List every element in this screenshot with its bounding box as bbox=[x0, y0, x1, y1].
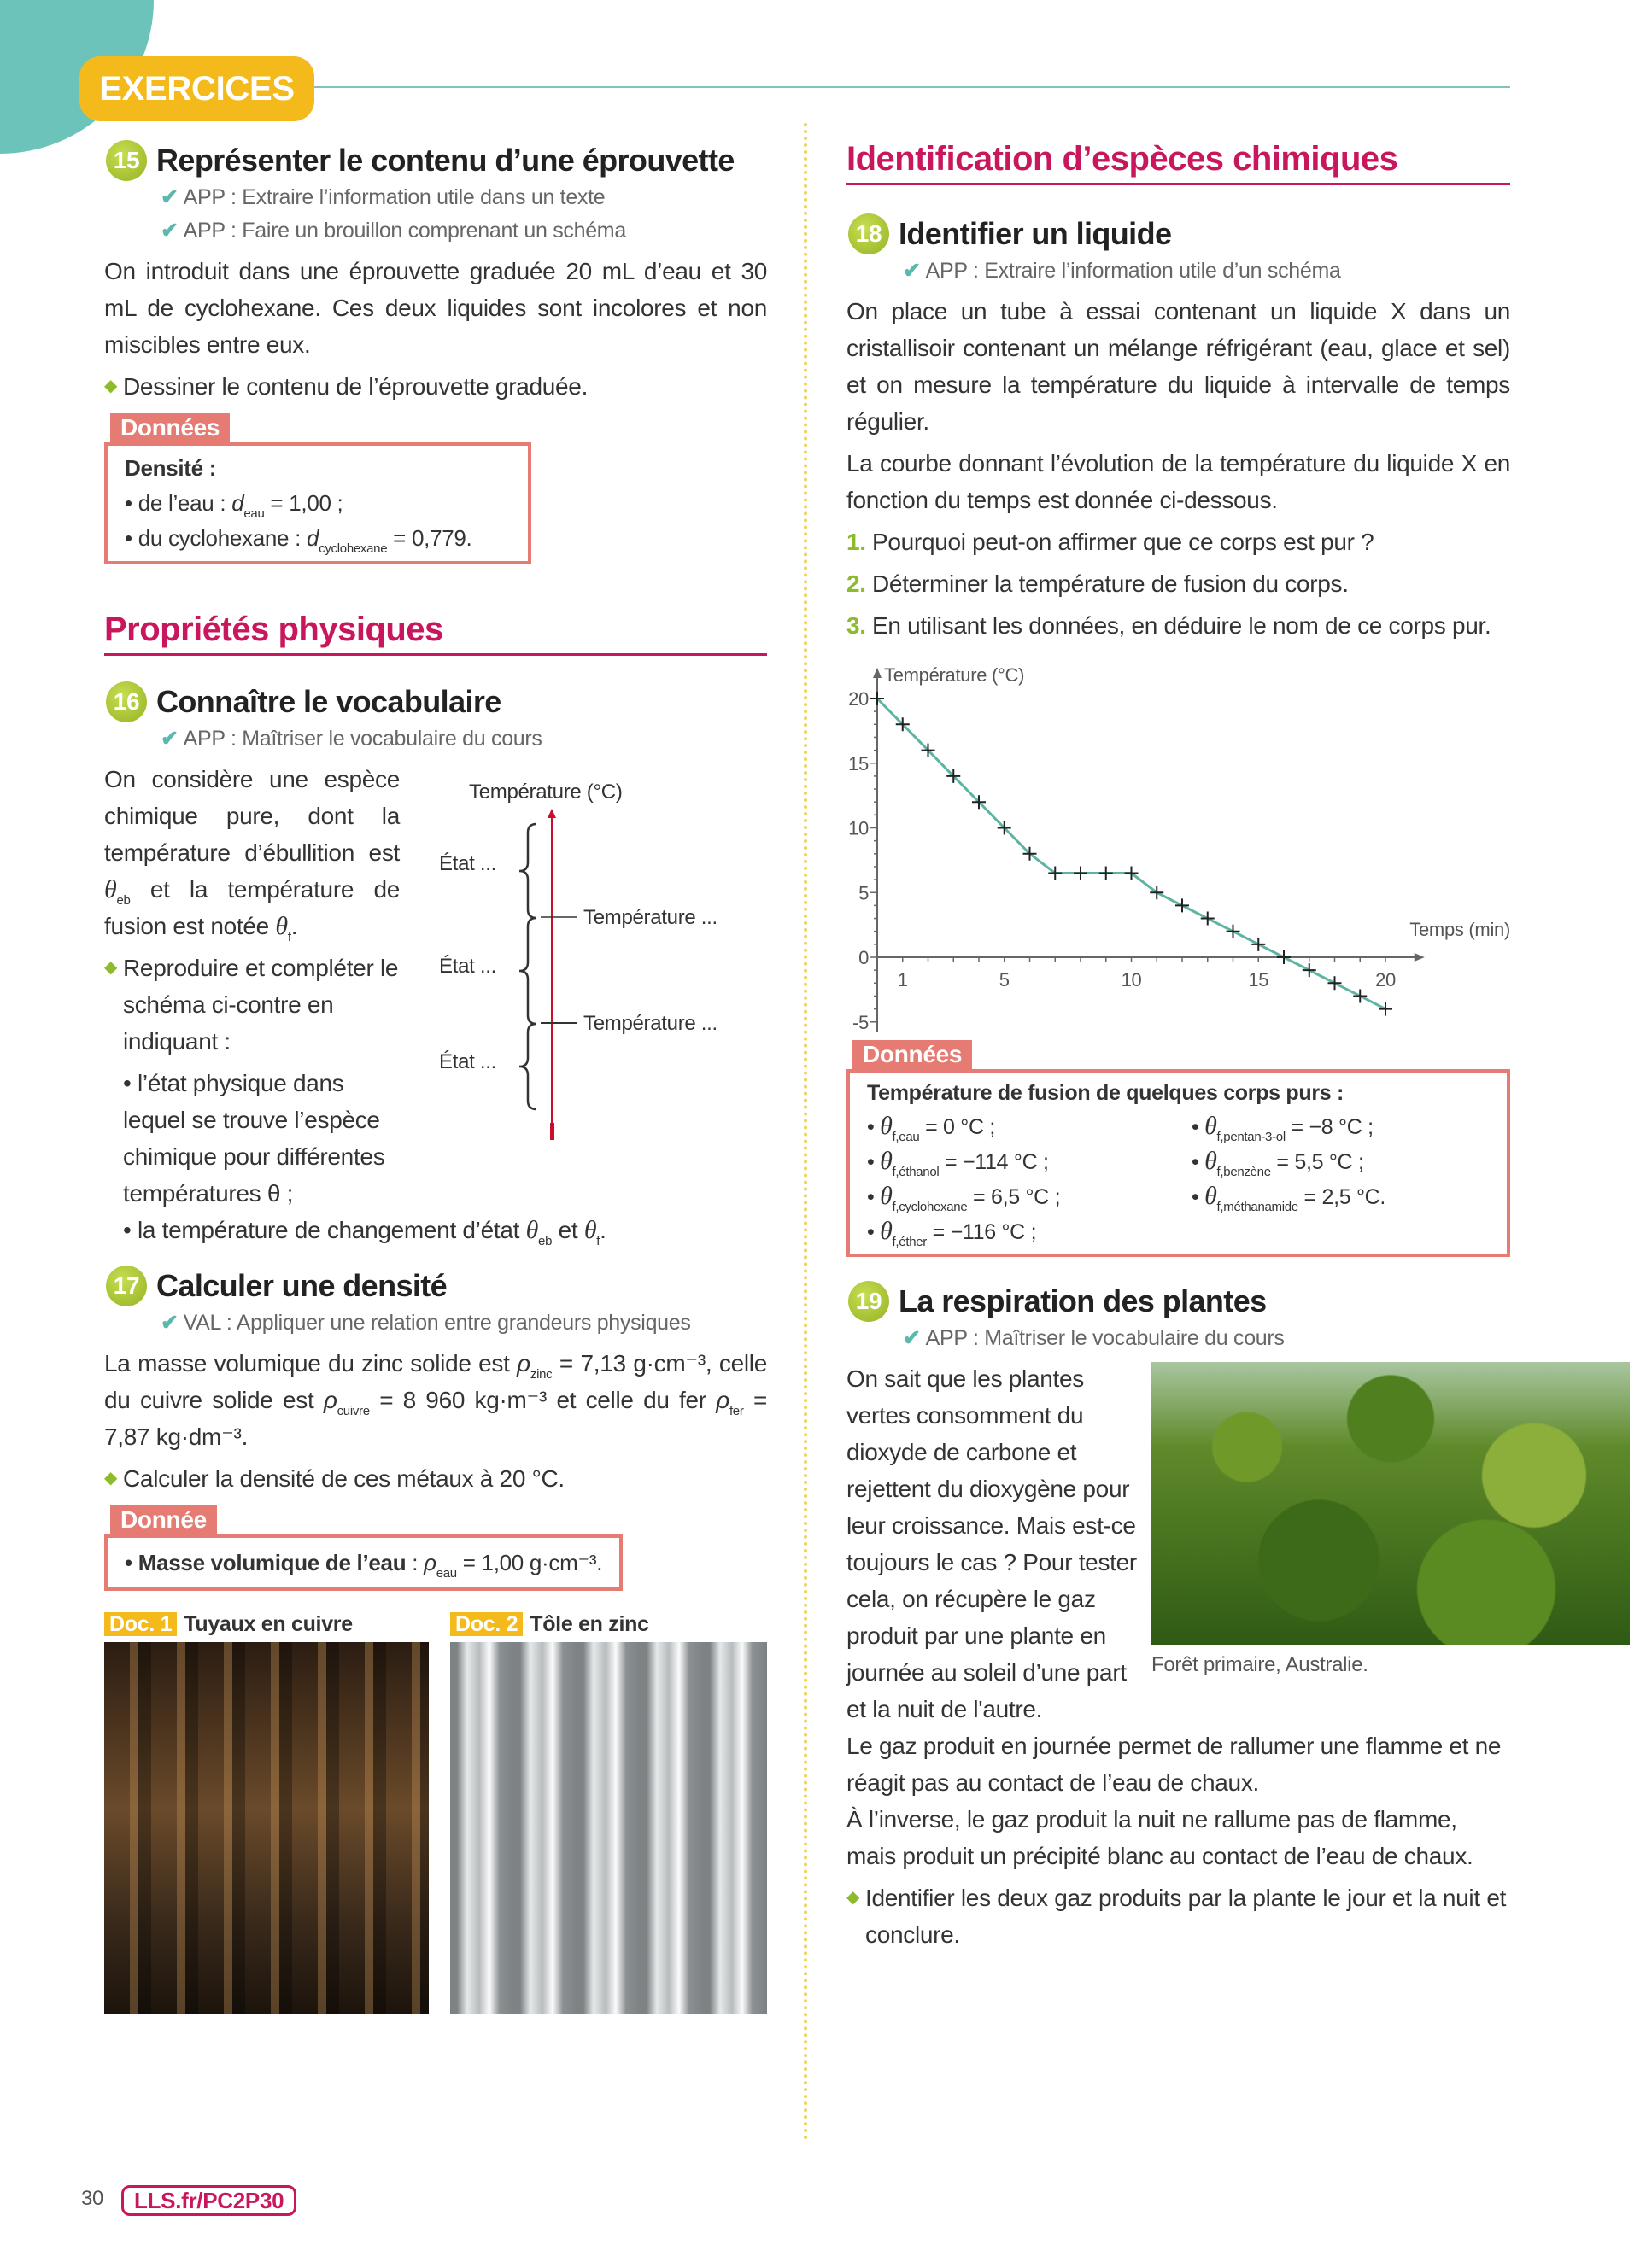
skill-text: APP : Faire un brouillon comprenant un schéma bbox=[183, 219, 626, 243]
data-point bbox=[1099, 867, 1113, 880]
x-tick-label: 15 bbox=[1248, 969, 1269, 991]
subscript: fer bbox=[729, 1404, 744, 1418]
paragraph: On sait que les plantes vertes consomment du dioxyde de carbone et rejettent du dioxygène pour leur croissance. Mais est-ce toujours le cas ? Pour tester cela, on récupère le gaz produit bbox=[846, 1365, 1137, 1649]
subscript: eb bbox=[538, 1234, 553, 1248]
section-title: Propriétés physiques bbox=[104, 611, 443, 648]
skill bbox=[104, 1306, 767, 1340]
y-axis-arrow-icon bbox=[873, 668, 882, 678]
value: = 1,00 g·cm⁻³. bbox=[456, 1550, 603, 1575]
section-title: Identification d’espèces chimiques bbox=[846, 140, 1398, 178]
question bbox=[846, 565, 1510, 602]
x-tick-label: 1 bbox=[897, 969, 908, 991]
y-tick-label: -5 bbox=[852, 1011, 869, 1033]
symbol: θ bbox=[583, 1216, 597, 1244]
separator: : bbox=[406, 1550, 425, 1575]
task bbox=[846, 1879, 1510, 1953]
section-label: EXERCICES bbox=[79, 56, 314, 121]
question-text: En utilisant les données, en déduire le nom de ce corps pur. bbox=[872, 612, 1491, 639]
value: = 2,5 °C. bbox=[1297, 1185, 1386, 1209]
check-icon: ✔ bbox=[161, 185, 179, 209]
value: = 7,87 kg·dm⁻³. bbox=[104, 1387, 767, 1450]
diamond-icon: ◆ bbox=[846, 1888, 860, 1907]
data-line bbox=[125, 521, 511, 556]
left-column bbox=[104, 140, 767, 2014]
check-icon: ✔ bbox=[161, 727, 179, 751]
exercise-text: On place un tube à essai contenant un liquide X dans un cristallisoir contenant un mélange réfrigérant (eau, glace et sel) et on mesure la température du liquide à intervalle de temps régulier. bbox=[846, 298, 1510, 435]
data-box bbox=[846, 1069, 1510, 1257]
exercise-title: Connaître le vocabulaire bbox=[156, 684, 501, 719]
exercise-title: Représenter le contenu d’une éprouvette bbox=[156, 143, 735, 178]
symbol: d bbox=[231, 490, 244, 516]
task bbox=[104, 950, 767, 1060]
data-box bbox=[104, 1534, 623, 1591]
skill-text: APP : Maîtriser le vocabulaire du cours bbox=[925, 1326, 1285, 1350]
exercise-number: 17 bbox=[106, 1266, 147, 1306]
fusion-item: • $\theta_{f,pentan-3-ol} = -8$ °C ; bbox=[1192, 1112, 1374, 1144]
symbol: ρ bbox=[323, 1387, 337, 1413]
symbol: θ bbox=[1204, 1112, 1217, 1140]
header-rule bbox=[314, 86, 1510, 88]
data-tag: Donnée bbox=[110, 1505, 217, 1534]
task bbox=[104, 368, 767, 405]
value: = 6,5 °C ; bbox=[967, 1185, 1061, 1209]
doc-label bbox=[450, 1610, 767, 1639]
x-axis-arrow-icon bbox=[1414, 953, 1425, 962]
exercise-text: On introduit dans une éprouvette graduée 20 mL d’eau et 30 mL de cyclohexane. Ces deux liquides sont incolores et non miscibles entre eux. bbox=[104, 258, 767, 358]
exercise-header bbox=[106, 1266, 767, 1306]
doc-label bbox=[104, 1610, 429, 1639]
skill-text: VAL : Appliquer une relation entre grandeurs physiques bbox=[183, 1311, 691, 1335]
subscript: f,pentan-3-ol bbox=[1216, 1130, 1286, 1144]
skill bbox=[846, 1322, 1510, 1355]
data-point bbox=[1353, 989, 1367, 1002]
subscript: f,cyclohexane bbox=[892, 1200, 968, 1214]
x-axis-label: Temps (min) bbox=[1409, 919, 1510, 940]
value: = 1,00 ; bbox=[264, 490, 343, 516]
text: celle du cuivre solide est bbox=[104, 1350, 767, 1413]
page-number: 30 bbox=[81, 2187, 104, 2210]
fusion-item: • $\theta_{f,éther} = -116$ °C ; bbox=[867, 1217, 1037, 1249]
exercise-header bbox=[106, 681, 767, 722]
subscript: zinc bbox=[530, 1367, 553, 1382]
question-number: 3. bbox=[846, 612, 866, 639]
symbol: θ bbox=[525, 1216, 539, 1244]
symbol: ρ bbox=[716, 1387, 729, 1413]
forest-figure bbox=[1151, 1362, 1630, 1680]
question-text: Déterminer la température de fusion du corps. bbox=[872, 570, 1349, 597]
x-tick-label: 10 bbox=[1121, 969, 1142, 991]
y-tick-label: 5 bbox=[858, 882, 869, 904]
label: • du cyclohexane : bbox=[125, 525, 307, 551]
text: On considère une espèce chimique pure, dont la température d’ébullition est bbox=[104, 766, 400, 866]
lls-link[interactable]: LLS.fr/PC2P30 bbox=[121, 2185, 296, 2216]
skill bbox=[104, 181, 767, 214]
exercise-number: 16 bbox=[106, 681, 147, 722]
data-line bbox=[125, 486, 511, 521]
text: La masse volumique du zinc solide est bbox=[104, 1350, 518, 1377]
documents bbox=[104, 1610, 767, 2014]
text: . bbox=[600, 1217, 606, 1243]
check-icon: ✔ bbox=[161, 219, 179, 243]
forest-photo bbox=[1151, 1362, 1630, 1645]
series-line bbox=[877, 699, 1385, 1009]
question-text: Pourquoi peut-on affirmer que ce corps est pur ? bbox=[872, 529, 1374, 555]
symbol: θ bbox=[880, 1182, 893, 1210]
question bbox=[846, 607, 1510, 644]
data-point bbox=[1277, 950, 1291, 964]
skill bbox=[846, 254, 1510, 288]
skill bbox=[104, 722, 767, 756]
copper-pipes-photo bbox=[104, 1642, 429, 2014]
subscript: eau bbox=[243, 506, 265, 521]
value: = 0 °C ; bbox=[919, 1115, 996, 1139]
fusion-item: • $\theta_{f,eau} = 0$ °C ; bbox=[867, 1112, 996, 1144]
task-text: Identifier les deux gaz produits par la plante le jour et la nuit et conclure. bbox=[865, 1885, 1507, 1948]
exercise-header bbox=[848, 1281, 1510, 1322]
y-tick-label: 0 bbox=[858, 947, 869, 968]
data-point bbox=[1328, 976, 1342, 990]
section-rule bbox=[846, 183, 1510, 185]
state-label: État ... bbox=[439, 852, 496, 875]
symbol: θ bbox=[880, 1112, 893, 1140]
doc-1 bbox=[104, 1610, 429, 2014]
value: = 8 960 kg·m⁻³ et celle du fer bbox=[369, 1387, 717, 1413]
brace bbox=[519, 824, 536, 918]
task-text: Dessiner le contenu de l’éprouvette graduée. bbox=[123, 373, 589, 400]
question-number: 2. bbox=[846, 570, 866, 597]
data-title: Température de fusion de quelques corps purs : bbox=[867, 1081, 1344, 1105]
value: = 7,13 g·cm⁻³, bbox=[552, 1350, 712, 1377]
zinc-sheet-photo bbox=[450, 1642, 767, 2014]
subscript: f,benzène bbox=[1216, 1165, 1271, 1179]
fusion-item: • $\theta_{f,méthanamide} = 2,5$ °C. bbox=[1192, 1182, 1386, 1214]
skill-text: APP : Maîtriser le vocabulaire du cours bbox=[183, 727, 542, 751]
column-divider bbox=[804, 123, 807, 2142]
diamond-icon: ◆ bbox=[104, 377, 118, 395]
symbol: ρ bbox=[424, 1550, 436, 1575]
data-tag: Données bbox=[852, 1040, 972, 1069]
paragraph: Le gaz produit en journée permet de rallumer une flamme et ne réagit pas au contact de l’eau de chaux. bbox=[846, 1733, 1502, 1796]
exercise-text bbox=[104, 1345, 767, 1455]
exercise-number: 18 bbox=[848, 213, 889, 254]
text: • la température de changement d’état bbox=[123, 1217, 526, 1243]
subscript: cyclohexane bbox=[319, 541, 388, 556]
y-tick-label: 15 bbox=[848, 752, 869, 775]
paragraph: par une plante en journée au soleil d’une part et la nuit de l'autre. bbox=[846, 1622, 1127, 1722]
subscript: f,éther bbox=[892, 1235, 927, 1249]
data-point bbox=[1074, 867, 1087, 880]
check-icon: ✔ bbox=[161, 1311, 179, 1335]
diagram-axis-label: Température (°C) bbox=[469, 780, 623, 804]
sub-item-text: • l’état physique dans lequel se trouve bbox=[123, 1070, 344, 1133]
fusion-list bbox=[867, 1108, 1490, 1248]
data-point bbox=[1303, 963, 1316, 977]
diamond-icon: ◆ bbox=[104, 958, 118, 977]
symbol: θ bbox=[104, 875, 117, 903]
check-icon: ✔ bbox=[903, 259, 921, 283]
exercise-header bbox=[106, 140, 767, 181]
subscript: f,éthanol bbox=[892, 1165, 940, 1179]
value: = −116 °C ; bbox=[926, 1220, 1037, 1244]
symbol: θ bbox=[880, 1147, 893, 1175]
question-list bbox=[846, 523, 1510, 644]
value: = 0,779. bbox=[387, 525, 472, 551]
label: • de l’eau : bbox=[125, 490, 232, 516]
axis-bulb bbox=[550, 1123, 554, 1140]
task-text: Calculer la densité de ces métaux à 20 °C. bbox=[123, 1465, 565, 1492]
x-tick-label: 20 bbox=[1375, 969, 1396, 991]
doc-title: Tuyaux en cuivre bbox=[184, 1612, 353, 1636]
subscript: eb bbox=[116, 893, 131, 908]
sub-item bbox=[104, 1212, 767, 1248]
text: et bbox=[552, 1217, 584, 1243]
diamond-icon: ◆ bbox=[104, 1469, 118, 1488]
symbol: θ bbox=[1204, 1182, 1217, 1210]
subscript: f bbox=[287, 930, 291, 944]
state-label: État ... bbox=[439, 1050, 496, 1073]
doc-2 bbox=[450, 1610, 767, 2014]
sub-item-continued: l’espèce chimique pour différentes températures θ ; bbox=[123, 1107, 385, 1207]
photo-caption: Forêt primaire, Australie. bbox=[1151, 1653, 1368, 1676]
data-label: • Masse volumique de l’eau bbox=[125, 1550, 407, 1575]
text: et la température de fusion est notée bbox=[104, 876, 400, 939]
exercise-header bbox=[848, 213, 1510, 254]
exercise-number: 15 bbox=[106, 140, 147, 181]
symbol: d bbox=[306, 525, 319, 551]
exercise-title: Identifier un liquide bbox=[899, 216, 1172, 251]
subscript: f,eau bbox=[892, 1130, 920, 1144]
symbol: ρ bbox=[517, 1350, 530, 1377]
exercise-number: 19 bbox=[848, 1281, 889, 1322]
right-column bbox=[846, 135, 1510, 1953]
data-box bbox=[104, 442, 531, 564]
section-rule bbox=[104, 653, 767, 656]
doc-tag: Doc. 2 bbox=[450, 1612, 523, 1636]
y-tick-label: 10 bbox=[848, 817, 869, 839]
question bbox=[846, 523, 1510, 560]
value: = 5,5 °C ; bbox=[1270, 1150, 1364, 1174]
skill-text: APP : Extraire l’information utile d’un schéma bbox=[925, 259, 1341, 283]
subscript: f bbox=[596, 1234, 600, 1248]
exercise-title: La respiration des plantes bbox=[899, 1283, 1267, 1318]
symbol: θ bbox=[275, 912, 288, 940]
skill-text: APP : Extraire l’information utile dans un texte bbox=[183, 185, 606, 209]
exercise-title: Calculer une densité bbox=[156, 1268, 448, 1303]
task-text: Reproduire et compléter le schéma ci-contre en indiquant : bbox=[123, 955, 399, 1055]
fusion-item: • $\theta_{f,éthanol} = -114$ °C ; bbox=[867, 1147, 1049, 1179]
y-tick-label: 20 bbox=[848, 688, 869, 710]
state-label: État ... bbox=[439, 955, 496, 978]
temperature-chart bbox=[846, 647, 1510, 1040]
paragraph: À l’inverse, le gaz produit la nuit ne rallume pas de flamme, mais produit un précipité blanc au contact de l’eau de chaux. bbox=[846, 1806, 1473, 1869]
subscript: f,méthanamide bbox=[1216, 1200, 1298, 1214]
task bbox=[104, 1460, 767, 1497]
data-point bbox=[1175, 898, 1189, 912]
y-axis-label: Température (°C) bbox=[884, 664, 1025, 686]
temperature-label: Température ... bbox=[583, 1012, 718, 1035]
check-icon: ✔ bbox=[903, 1326, 921, 1350]
value: = −114 °C ; bbox=[939, 1150, 1049, 1174]
data-point bbox=[1251, 938, 1265, 951]
value: = −8 °C ; bbox=[1285, 1115, 1374, 1139]
data-title: Densité : bbox=[125, 455, 217, 481]
doc-tag: Doc. 1 bbox=[104, 1612, 177, 1636]
fusion-item: • $\theta_{f,cyclohexane} = 6,5$ °C ; bbox=[867, 1182, 1061, 1214]
data-tag: Données bbox=[110, 413, 230, 442]
symbol: θ bbox=[880, 1217, 893, 1245]
question-number: 1. bbox=[846, 529, 866, 555]
subscript: cuivre bbox=[337, 1404, 370, 1418]
data-point bbox=[1379, 1002, 1392, 1016]
fusion-item: • $\theta_{f,benzène} = 5,5$ °C ; bbox=[1192, 1147, 1364, 1179]
subscript: eau bbox=[436, 1566, 457, 1581]
data-point bbox=[1201, 912, 1215, 926]
symbol: θ bbox=[1204, 1147, 1217, 1175]
temperature-label: Température ... bbox=[583, 906, 718, 929]
x-tick-label: 5 bbox=[999, 969, 1010, 991]
text: . bbox=[290, 913, 298, 939]
arrow-icon bbox=[548, 809, 556, 818]
skill bbox=[104, 214, 767, 248]
data-point bbox=[1227, 925, 1240, 938]
exercise-text: La courbe donnant l’évolution de la température du liquide X en fonction du temps est donnée ci-dessous. bbox=[846, 450, 1510, 513]
doc-title: Tôle en zinc bbox=[530, 1612, 649, 1636]
